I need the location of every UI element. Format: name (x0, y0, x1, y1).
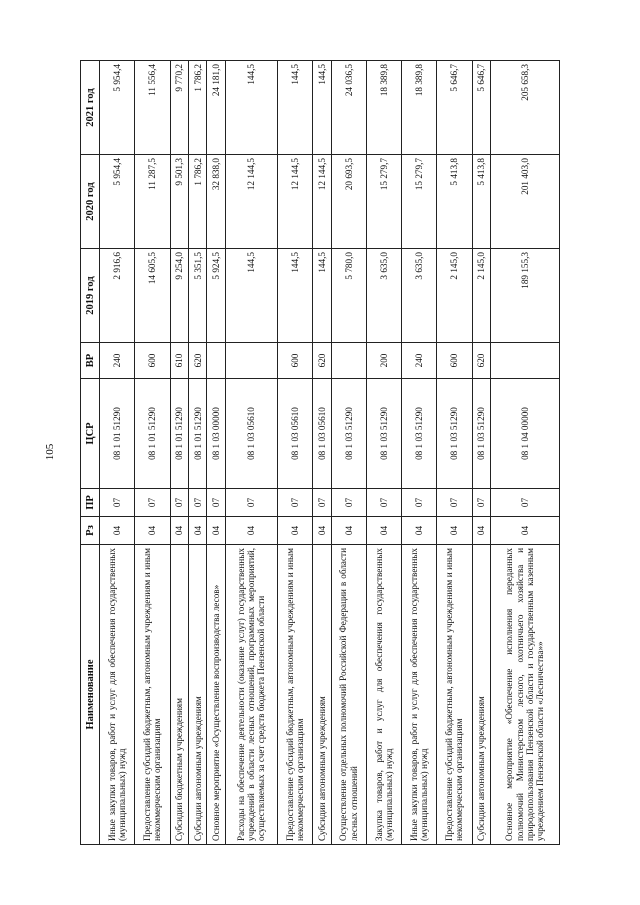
cell-vr (207, 343, 225, 379)
cell-pr: 07 (437, 489, 472, 517)
table-row (135, 61, 170, 845)
cell-2020: 1 786,2 (188, 155, 206, 249)
cell-vr: 620 (313, 343, 331, 379)
table-row (277, 61, 312, 845)
cell-2019: 144,5 (225, 249, 277, 343)
cell-csr: 08 1 03 51290 (331, 379, 366, 489)
cell-pr: 07 (331, 489, 366, 517)
cell-vr: 620 (472, 343, 490, 379)
table-row (402, 61, 437, 845)
cell-pr: 07 (277, 489, 312, 517)
cell-2021: 1 786,2 (188, 61, 206, 155)
cell-rz: 04 (188, 517, 206, 545)
cell-2021: 18 389,8 (366, 61, 401, 155)
cell-2020: 12 144,5 (277, 155, 312, 249)
cell-rz: 04 (277, 517, 312, 545)
cell-2019: 5 924,5 (207, 249, 225, 343)
cell-name: Иные закупки товаров, работ и услуг для обеспечения государственных (муниципальных) нужд (402, 545, 437, 845)
cell-pr: 07 (135, 489, 170, 517)
cell-2020: 15 279,7 (402, 155, 437, 249)
budget-table (80, 60, 560, 845)
cell-2021: 5 646,7 (472, 61, 490, 155)
page-number: 105 (44, 443, 56, 461)
cell-pr: 07 (207, 489, 225, 517)
cell-pr: 07 (491, 489, 560, 517)
cell-rz: 04 (472, 517, 490, 545)
cell-pr: 07 (100, 489, 135, 517)
cell-rz: 04 (100, 517, 135, 545)
header-name: Наименование (81, 545, 100, 845)
table-row (331, 61, 366, 845)
cell-rz: 04 (491, 517, 560, 545)
cell-vr: 620 (188, 343, 206, 379)
cell-pr: 07 (366, 489, 401, 517)
cell-2021: 144,5 (313, 61, 331, 155)
cell-2019: 144,5 (313, 249, 331, 343)
table-row (225, 61, 277, 845)
header-2019: 2019 год (81, 249, 100, 343)
cell-2019: 3 635,0 (366, 249, 401, 343)
table-row (313, 61, 331, 845)
cell-vr: 600 (277, 343, 312, 379)
cell-2020: 5 954,4 (100, 155, 135, 249)
cell-name: Субсидии автономным учреждениям (188, 545, 206, 845)
cell-2019: 5 351,5 (188, 249, 206, 343)
cell-rz: 04 (225, 517, 277, 545)
cell-vr: 240 (100, 343, 135, 379)
cell-csr: 08 1 01 51290 (135, 379, 170, 489)
cell-pr: 07 (188, 489, 206, 517)
header-2021: 2021 год (81, 61, 100, 155)
cell-2021: 144,5 (277, 61, 312, 155)
cell-2021: 24 036,5 (331, 61, 366, 155)
cell-2020: 5 413,8 (437, 155, 472, 249)
cell-csr: 08 1 03 51290 (402, 379, 437, 489)
cell-name: Предоставление субсидий бюджетным, автономным учреждениям и иным некоммерческим организациям (135, 545, 170, 845)
cell-rz: 04 (366, 517, 401, 545)
cell-csr: 08 1 03 00000 (207, 379, 225, 489)
cell-name: Предоставление субсидий бюджетным, автономным учреждениям и иным некоммерческим организациям (277, 545, 312, 845)
cell-vr: 240 (402, 343, 437, 379)
cell-name: Основное мероприятие «Обеспечение исполнения переданных полномочий Министерством лесного, охотничьего хозяйства и природопользования Пензенской области и государственным казенным учреждением Пензенской области «Лесничества»» (491, 545, 560, 845)
cell-csr: 08 1 03 51290 (366, 379, 401, 489)
header-pr: ПР (81, 489, 100, 517)
cell-rz: 04 (402, 517, 437, 545)
cell-csr: 08 1 01 51290 (170, 379, 188, 489)
cell-csr: 08 1 03 05610 (313, 379, 331, 489)
cell-rz: 04 (331, 517, 366, 545)
cell-2020: 5 413,8 (472, 155, 490, 249)
cell-vr: 200 (366, 343, 401, 379)
cell-name: Осуществление отдельных полномочий Российской Федерации в области лесных отношений (331, 545, 366, 845)
cell-rz: 04 (135, 517, 170, 545)
cell-2019: 2 145,0 (437, 249, 472, 343)
cell-2019: 14 605,5 (135, 249, 170, 343)
rotated-table-frame (80, 60, 560, 845)
cell-csr: 08 1 03 51290 (472, 379, 490, 489)
cell-name: Предоставление субсидий бюджетным, автономным учреждениям и иным некоммерческим организациям (437, 545, 472, 845)
cell-vr (225, 343, 277, 379)
header-rz: Рз (81, 517, 100, 545)
cell-2020: 20 693,5 (331, 155, 366, 249)
header-2020: 2020 год (81, 155, 100, 249)
cell-csr: 08 1 01 51290 (100, 379, 135, 489)
table-row (100, 61, 135, 845)
cell-pr: 07 (313, 489, 331, 517)
cell-csr: 08 1 03 05610 (277, 379, 312, 489)
cell-2021: 5 646,7 (437, 61, 472, 155)
cell-2019: 189 155,3 (491, 249, 560, 343)
cell-2020: 12 144,5 (313, 155, 331, 249)
cell-vr (491, 343, 560, 379)
table-header-row (81, 61, 100, 845)
cell-csr: 08 1 03 05610 (225, 379, 277, 489)
cell-2019: 5 780,0 (331, 249, 366, 343)
cell-2020: 201 403,0 (491, 155, 560, 249)
cell-2020: 9 501,3 (170, 155, 188, 249)
cell-rz: 04 (313, 517, 331, 545)
cell-pr: 07 (170, 489, 188, 517)
cell-rz: 04 (437, 517, 472, 545)
cell-name: Расходы на обеспечение деятельности (оказание услуг) государственных учреждений в области лесных отношений, программных мероприятий, осуществляемых за счет средств бюджета Пензенской области (225, 545, 277, 845)
cell-csr: 08 1 03 51290 (437, 379, 472, 489)
table-row (207, 61, 225, 845)
cell-2019: 9 254,0 (170, 249, 188, 343)
cell-2020: 15 279,7 (366, 155, 401, 249)
cell-2019: 144,5 (277, 249, 312, 343)
cell-rz: 04 (170, 517, 188, 545)
cell-2019: 2 145,0 (472, 249, 490, 343)
cell-csr: 08 1 04 00000 (491, 379, 560, 489)
table-row (437, 61, 472, 845)
cell-2020: 12 144,5 (225, 155, 277, 249)
cell-2021: 24 181,0 (207, 61, 225, 155)
table-row (472, 61, 490, 845)
table-row (188, 61, 206, 845)
cell-vr (331, 343, 366, 379)
cell-2020: 32 838,0 (207, 155, 225, 249)
cell-csr: 08 1 01 51290 (188, 379, 206, 489)
cell-2021: 205 658,3 (491, 61, 560, 155)
cell-rz: 04 (207, 517, 225, 545)
table-body (100, 61, 560, 845)
cell-vr: 600 (135, 343, 170, 379)
cell-name: Иные закупки товаров, работ и услуг для обеспечения государственных (муниципальных) нужд (100, 545, 135, 845)
cell-2021: 144,5 (225, 61, 277, 155)
cell-2021: 18 389,8 (402, 61, 437, 155)
cell-name: Субсидии автономным учреждениям (313, 545, 331, 845)
cell-2019: 3 635,0 (402, 249, 437, 343)
cell-name: Субсидии бюджетным учреждениям (170, 545, 188, 845)
table-row (170, 61, 188, 845)
cell-name: Основное мероприятие «Осуществление воспроизводства лесов» (207, 545, 225, 845)
header-csr: ЦСР (81, 379, 100, 489)
cell-2021: 9 770,2 (170, 61, 188, 155)
budget-table-container (80, 60, 560, 845)
cell-pr: 07 (402, 489, 437, 517)
cell-pr: 07 (472, 489, 490, 517)
cell-pr: 07 (225, 489, 277, 517)
cell-vr: 600 (437, 343, 472, 379)
cell-2021: 5 954,4 (100, 61, 135, 155)
cell-vr: 610 (170, 343, 188, 379)
table-row (366, 61, 401, 845)
cell-2021: 11 556,4 (135, 61, 170, 155)
table-row (491, 61, 560, 845)
cell-2019: 2 916,6 (100, 249, 135, 343)
cell-name: Закупка товаров, работ и услуг для обеспечения государственных (муниципальных) нужд (366, 545, 401, 845)
header-vr: ВР (81, 343, 100, 379)
cell-name: Субсидии автономным учреждениям (472, 545, 490, 845)
cell-2020: 11 287,5 (135, 155, 170, 249)
